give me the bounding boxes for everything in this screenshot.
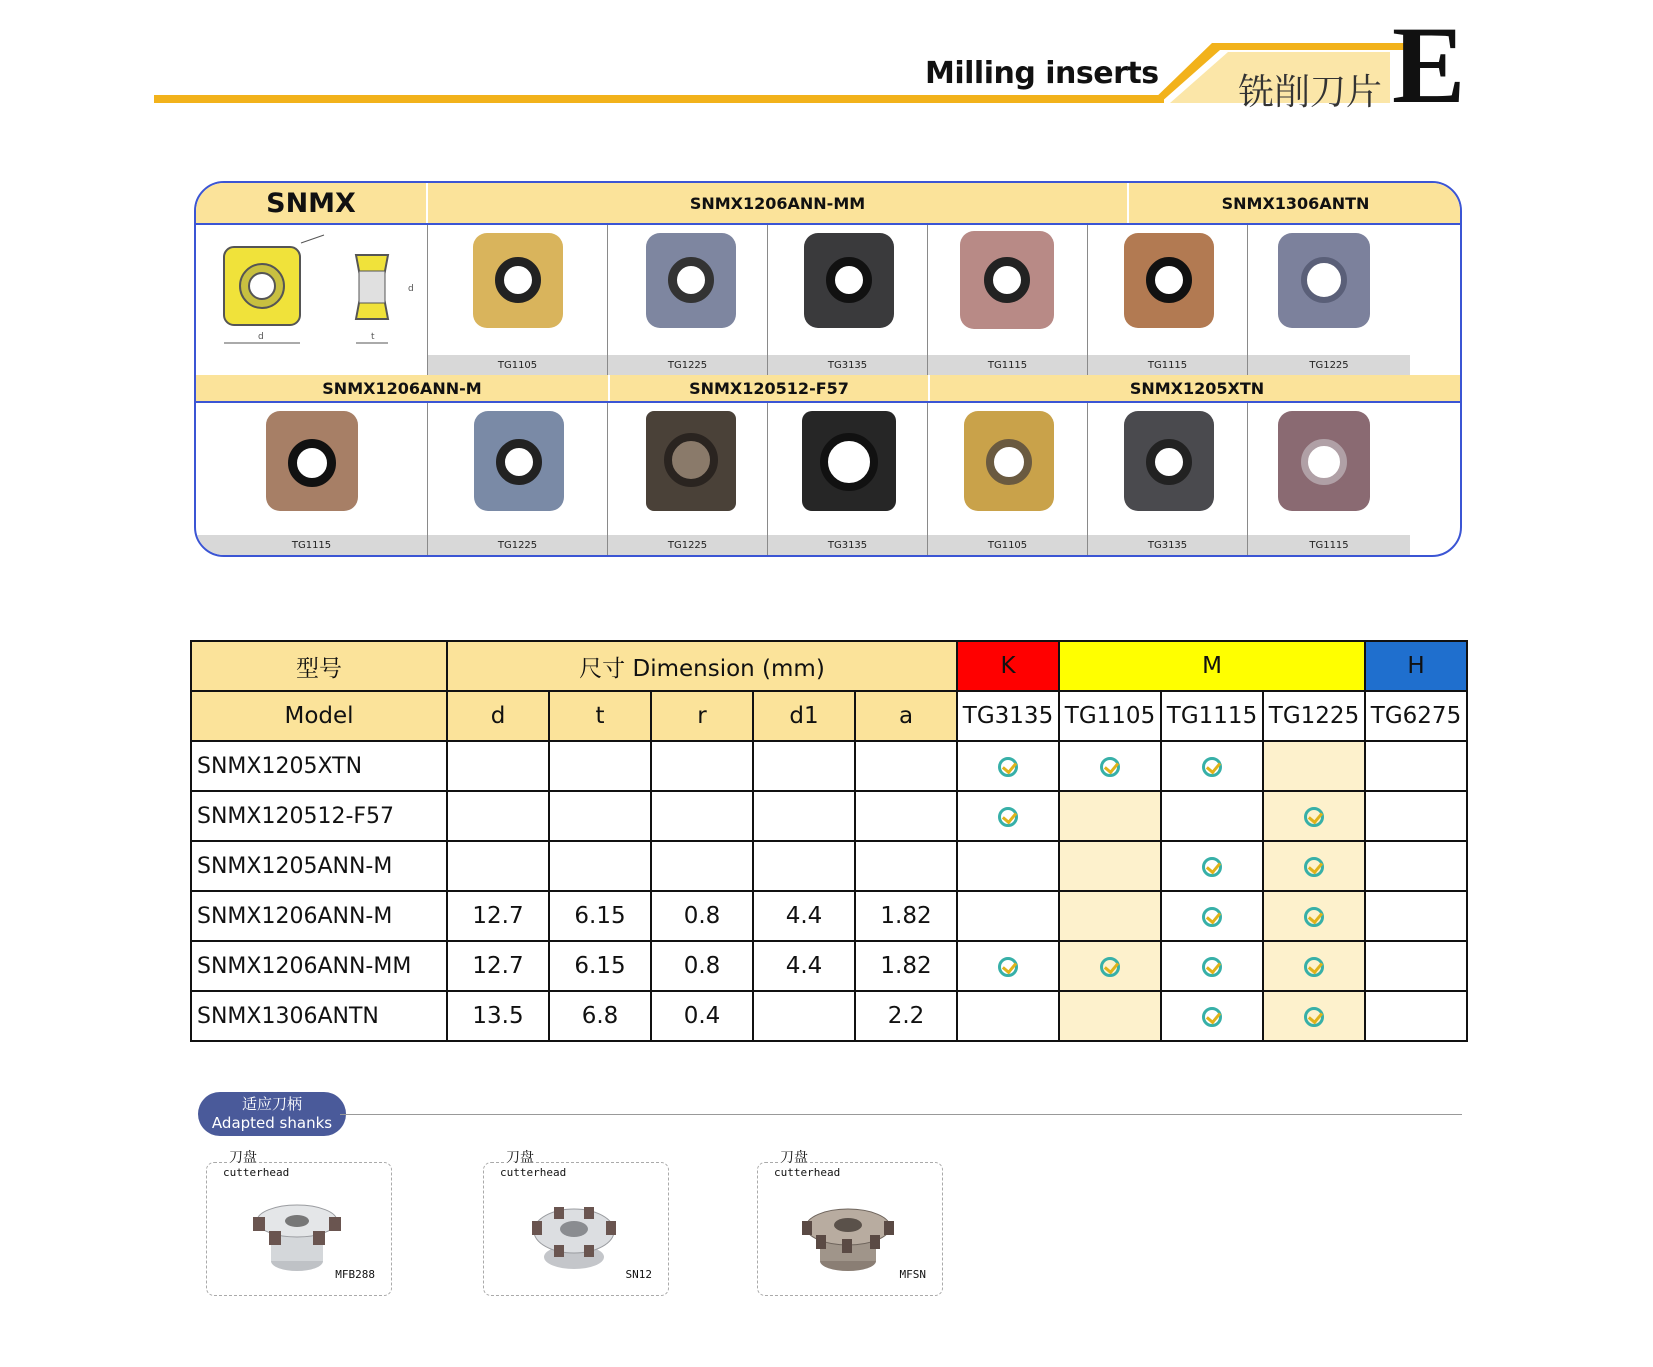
- column-header: a: [855, 691, 957, 741]
- shank-en-label: cutterhead: [500, 1166, 567, 1179]
- model-cell: SNMX1205ANN-M: [191, 841, 447, 891]
- table-subheader-row: [191, 691, 1467, 741]
- grade-cell: [1365, 941, 1467, 991]
- cell-a: 1.82: [855, 891, 957, 941]
- column-header: TG1225: [1263, 691, 1365, 741]
- grade-cell: [957, 991, 1059, 1041]
- grade-label: TG1115: [928, 355, 1087, 375]
- section-letter: E: [1392, 4, 1466, 126]
- insert-image: [646, 233, 736, 328]
- group-label: SNMX1206ANN-M: [196, 375, 608, 401]
- group-label: SNMX1306ANTN: [1129, 183, 1462, 223]
- insert-image: [1124, 411, 1214, 511]
- grade-cell: [1263, 791, 1365, 841]
- cell-d1: [753, 741, 855, 791]
- grade-cell: [957, 741, 1059, 791]
- cell-t: 6.15: [549, 941, 651, 991]
- check-icon: [1202, 957, 1222, 977]
- grade-cell: [1365, 741, 1467, 791]
- column-header: TG1105: [1059, 691, 1161, 741]
- shank-card: [206, 1150, 392, 1296]
- insert-image: [1124, 233, 1214, 328]
- shank-code: MFSN: [899, 1268, 926, 1281]
- cell-a: [855, 791, 957, 841]
- badge-cn: 适应刀柄: [241, 1095, 302, 1113]
- cell-r: [651, 741, 753, 791]
- check-icon: [1304, 907, 1324, 927]
- cell-d: [447, 741, 549, 791]
- shank-card: [757, 1150, 943, 1296]
- cell-d1: 4.4: [753, 941, 855, 991]
- insert-image: [473, 233, 563, 328]
- grade-cell: [1263, 991, 1365, 1041]
- check-icon: [1304, 807, 1324, 827]
- table-header-row: [191, 641, 1467, 691]
- cell-a: 1.82: [855, 941, 957, 991]
- insert-cell: [1088, 225, 1248, 375]
- cell-a: [855, 841, 957, 891]
- insert-image: [802, 411, 896, 511]
- insert-image: [266, 411, 358, 511]
- column-header: t: [549, 691, 651, 741]
- insert-image: [1278, 233, 1370, 328]
- shank-cn-label: 刀盘: [778, 1147, 810, 1167]
- grade-label: TG1105: [928, 535, 1087, 555]
- grade-cell: [1161, 791, 1263, 841]
- cell-d: [447, 791, 549, 841]
- grade-label: TG3135: [1088, 535, 1247, 555]
- insert-cell: [608, 403, 768, 555]
- check-icon: [998, 757, 1018, 777]
- grade-cell: [1059, 791, 1161, 841]
- spec-table: [190, 640, 1468, 1042]
- cell-d: [447, 841, 549, 891]
- column-header: d1: [753, 691, 855, 741]
- grade-cell: [957, 841, 1059, 891]
- grade-label: TG1225: [608, 535, 767, 555]
- shank-en-label: cutterhead: [774, 1166, 841, 1179]
- cell-d: 12.7: [447, 891, 549, 941]
- table-row: [191, 741, 1467, 791]
- group-label: SNMX120512-F57: [610, 375, 928, 401]
- column-header: TG6275: [1365, 691, 1467, 741]
- column-header: r: [651, 691, 753, 741]
- insert-dimension-drawing: [196, 225, 426, 375]
- shank-code: MFB288: [335, 1268, 375, 1281]
- group-label: SNMX1206ANN-MM: [428, 183, 1127, 223]
- adapted-shanks-badge: [198, 1092, 346, 1136]
- grade-cell: [1263, 741, 1365, 791]
- table-row: [191, 791, 1467, 841]
- grade-label: TG1115: [1248, 535, 1410, 555]
- page-title-en: Milling inserts: [925, 56, 1159, 91]
- grade-label: TG3135: [768, 535, 927, 555]
- insert-cell: [428, 403, 608, 555]
- grade-label: TG1115: [196, 535, 427, 555]
- insert-cell: [1088, 403, 1248, 555]
- check-icon: [1100, 757, 1120, 777]
- svg-text:t: t: [371, 332, 375, 342]
- column-header: TG1115: [1161, 691, 1263, 741]
- table-row: [191, 991, 1467, 1041]
- shank-cn-label: 刀盘: [504, 1147, 536, 1167]
- model-cell: SNMX1205XTN: [191, 741, 447, 791]
- grade-cell: [1263, 941, 1365, 991]
- table-row: [191, 941, 1467, 991]
- cell-t: [549, 841, 651, 891]
- technical-drawing: [196, 225, 428, 375]
- grade-cell: [1365, 841, 1467, 891]
- shank-code: SN12: [625, 1268, 652, 1281]
- insert-image: [474, 411, 564, 511]
- badge-en: Adapted shanks: [211, 1114, 333, 1132]
- cell-t: 6.15: [549, 891, 651, 941]
- grade-cell: [1161, 741, 1263, 791]
- check-icon: [998, 807, 1018, 827]
- grade-label: TG1105: [428, 355, 607, 375]
- insert-catalogue-panel: [194, 181, 1462, 557]
- cell-r: 0.8: [651, 891, 753, 941]
- model-cell: SNMX1306ANTN: [191, 991, 447, 1041]
- grade-label: TG1225: [1248, 355, 1410, 375]
- cell-d: 13.5: [447, 991, 549, 1041]
- grade-cell: [1059, 991, 1161, 1041]
- svg-text:d: d: [408, 284, 414, 294]
- check-icon: [1304, 957, 1324, 977]
- grade-label: TG1115: [1088, 355, 1247, 375]
- page-title-cn: 铣削刀片: [1238, 72, 1383, 113]
- cell-t: [549, 791, 651, 841]
- grade-cell: [1161, 841, 1263, 891]
- grade-label: TG1225: [428, 535, 607, 555]
- header-model-cn: 型号: [191, 641, 447, 691]
- check-icon: [1202, 907, 1222, 927]
- insert-cell: [196, 403, 428, 555]
- grade-cell: [1059, 741, 1161, 791]
- insert-image: [1278, 411, 1370, 511]
- check-icon: [1304, 1007, 1324, 1027]
- cell-r: [651, 841, 753, 891]
- header-dimension: 尺寸 Dimension (mm): [447, 641, 957, 691]
- grade-cell: [1059, 841, 1161, 891]
- insert-cell: [768, 403, 928, 555]
- shank-card: [483, 1150, 669, 1296]
- group-label: SNMX1205XTN: [930, 375, 1462, 401]
- shank-en-label: cutterhead: [223, 1166, 290, 1179]
- model-cell: SNMX1206ANN-M: [191, 891, 447, 941]
- header-group-m: M: [1059, 641, 1365, 691]
- cell-a: 2.2: [855, 991, 957, 1041]
- grade-cell: [1161, 991, 1263, 1041]
- insert-cell: [928, 225, 1088, 375]
- insert-cell: [1248, 403, 1462, 555]
- check-icon: [1304, 857, 1324, 877]
- insert-image: [646, 411, 736, 511]
- insert-cell: [1248, 225, 1462, 375]
- header-accent-line: [154, 95, 1164, 103]
- grade-cell: [1161, 891, 1263, 941]
- check-icon: [1202, 857, 1222, 877]
- grade-cell: [957, 891, 1059, 941]
- check-icon: [1202, 1007, 1222, 1027]
- grade-cell: [957, 791, 1059, 841]
- model-cell: SNMX120512-F57: [191, 791, 447, 841]
- grade-cell: [1263, 891, 1365, 941]
- check-icon: [998, 957, 1018, 977]
- insert-image: [960, 231, 1054, 329]
- column-header: TG3135: [957, 691, 1059, 741]
- check-icon: [1202, 757, 1222, 777]
- shank-cn-label: 刀盘: [227, 1147, 259, 1167]
- insert-cell: [768, 225, 928, 375]
- grade-cell: [1365, 991, 1467, 1041]
- grade-cell: [1365, 791, 1467, 841]
- cutterhead-image: [800, 1191, 896, 1277]
- header-group-k: K: [957, 641, 1059, 691]
- grade-cell: [1263, 841, 1365, 891]
- insert-cell: [428, 225, 608, 375]
- family-label: SNMX: [196, 183, 426, 223]
- cutterhead-image: [249, 1191, 345, 1277]
- grade-cell: [1059, 891, 1161, 941]
- cell-d1: 4.4: [753, 891, 855, 941]
- section-divider: [340, 1114, 1462, 1115]
- svg-text:d: d: [258, 332, 264, 342]
- cell-r: 0.8: [651, 941, 753, 991]
- grade-cell: [1059, 941, 1161, 991]
- cell-r: 0.4: [651, 991, 753, 1041]
- grade-label: TG3135: [768, 355, 927, 375]
- cell-t: 6.8: [549, 991, 651, 1041]
- grade-cell: [1161, 941, 1263, 991]
- cutterhead-image: [526, 1191, 622, 1277]
- table-row: [191, 891, 1467, 941]
- column-header: d: [447, 691, 549, 741]
- check-icon: [1100, 957, 1120, 977]
- insert-image: [964, 411, 1054, 511]
- cell-t: [549, 741, 651, 791]
- header-group-h: H: [1365, 641, 1467, 691]
- header-model: Model: [191, 691, 447, 741]
- cell-d1: [753, 791, 855, 841]
- grade-cell: [957, 941, 1059, 991]
- cell-r: [651, 791, 753, 841]
- cell-d: 12.7: [447, 941, 549, 991]
- model-cell: SNMX1206ANN-MM: [191, 941, 447, 991]
- insert-image: [804, 233, 894, 328]
- table-row: [191, 841, 1467, 891]
- cell-a: [855, 741, 957, 791]
- grade-cell: [1365, 891, 1467, 941]
- insert-cell: [928, 403, 1088, 555]
- cell-d1: [753, 841, 855, 891]
- cell-d1: [753, 991, 855, 1041]
- grade-label: TG1225: [608, 355, 767, 375]
- insert-cell: [608, 225, 768, 375]
